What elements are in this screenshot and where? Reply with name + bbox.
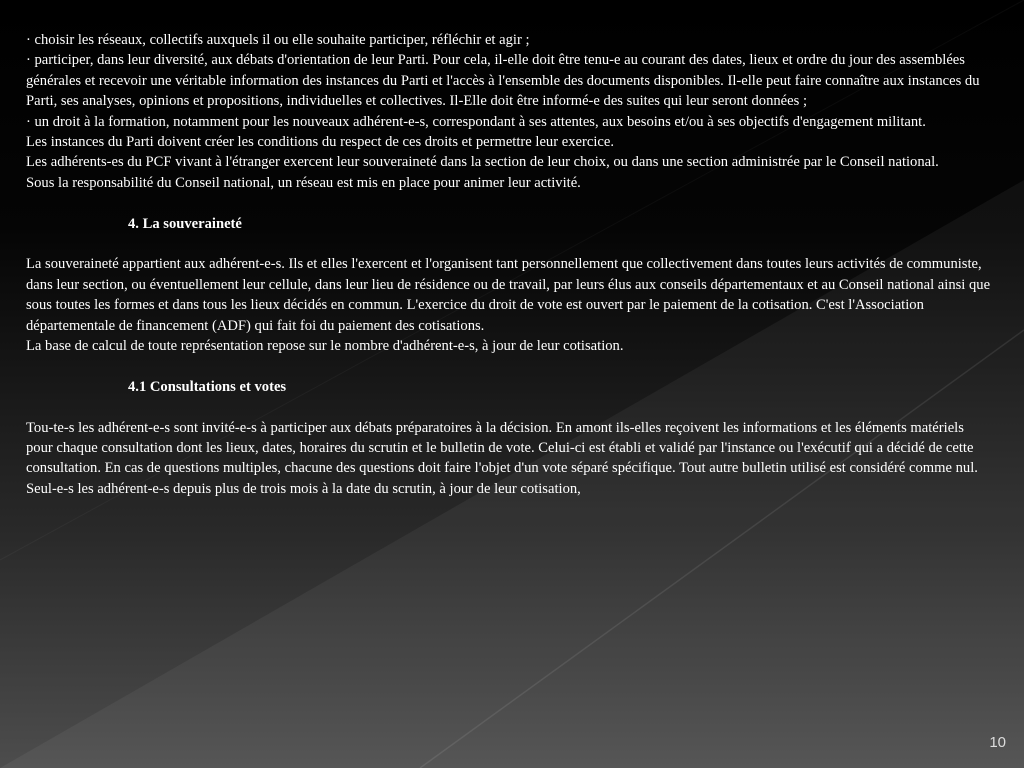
bullet-paragraph: · un droit à la formation, notamment pour les nouveaux adhérent-e-s, correspondant à ses attentes, aux besoins et/ou à ses objectifs d'engagement militant.	[26, 113, 926, 130]
body-paragraph: Seul-e-s les adhérent-e-s depuis plus de trois mois à la date du scrutin, à jour de leur cotisation,	[26, 480, 581, 497]
bullet-paragraph: · choisir les réseaux, collectifs auxquels il ou elle souhaite participer, réfléchir et agir ;	[26, 32, 530, 48]
section-heading-consultations: 4.1 Consultations et votes	[128, 378, 287, 395]
body-paragraph: La souveraineté appartient aux adhérent-e-s. Ils et elles l'exercent et l'organisent tant personnellement que collectivement dans toutes leurs activités de communiste, dans leur section, ou éventuellement leur cellule, dans leur lieu de résidence ou de travail, par leurs élus aux conseils départementaux et au Conseil national ainsi que sous toutes les formes et dans tous les lieux décidés en commun. L'exercice du droit de vote est ouvert par le paiement de la cotisation. C'est l'Association départementale de financement (ADF) qui fait foi du paiement des cotisations.	[26, 256, 991, 334]
section-heading-souverainete: 4. La souveraineté	[128, 215, 242, 232]
body-paragraph: Les adhérents-es du PCF vivant à l'étranger exercent leur souveraineté dans la section de leur choix, ou dans une section administrée par le Conseil national.	[26, 154, 939, 171]
spacer	[26, 193, 994, 213]
body-paragraph: La base de calcul de toute représentation repose sur le nombre d'adhérent-e-s, à jour de leur cotisation.	[26, 338, 624, 355]
page-number: 10	[989, 734, 1006, 751]
body-paragraph: Sous la responsabilité du Conseil national, un réseau est mis en place pour animer leur activité.	[26, 174, 581, 191]
spacer	[26, 234, 994, 254]
body-paragraph: Les instances du Parti doivent créer les conditions du respect de ces droits et permettre leur exercice.	[26, 134, 614, 151]
bullet-paragraph: · participer, dans leur diversité, aux débats d'orientation de leur Parti. Pour cela, il-elle doit être tenu-e au courant des dates, lieux et ordre du jour des assemblées générales et recevoir une véritable information des instances du Parti et l'accès à l'ensemble des documents disponibles. Il-elle peut faire connaître aux instances du Parti, ses analyses, opinions et propositions, individuelles et collectives. Il-Elle doit être informé-e des suites qui leur seront données ;	[26, 52, 980, 110]
body-paragraph: Tou-te-s les adhérent-e-s sont invité-e-s à participer aux débats préparatoires à la décision. En amont ils-elles reçoivent les informations et les éléments matériels pour chaque consultation dont les lieux, dates, horaires du scrutin et le bulletin de vote. Celui-ci est établi et validé par l'instance ou l'exécutif qui a décidé de cette consultation. En cas de questions multiples, chacune des questions doit faire l'objet d'un vote séparé spécifique. Tout autre bulletin utilisé est considéré comme nul.	[26, 419, 978, 477]
spacer	[26, 397, 994, 417]
slide-body	[26, 30, 994, 499]
spacer	[26, 356, 994, 376]
